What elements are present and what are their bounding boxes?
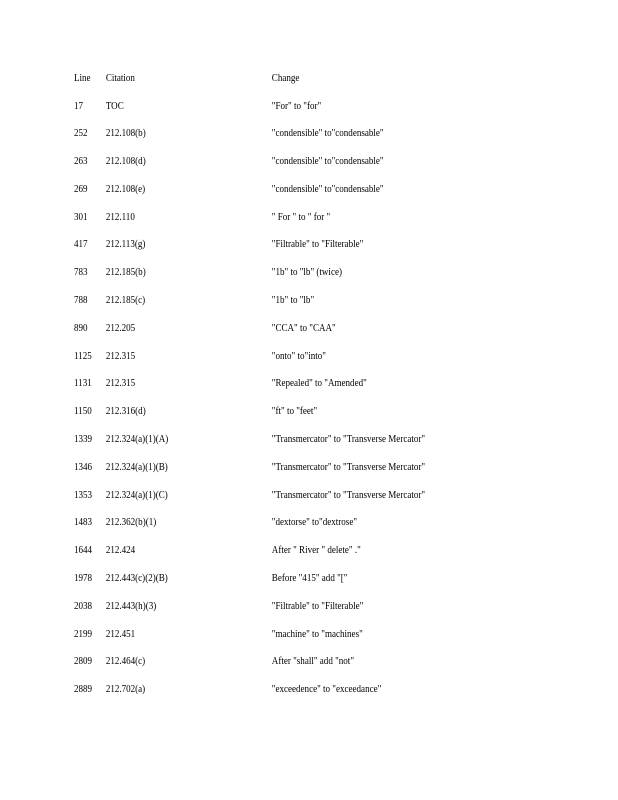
cell-citation: 212.205 bbox=[105, 322, 136, 334]
errata-table bbox=[74, 72, 554, 711]
table-row bbox=[74, 600, 487, 628]
cell-change: "Transmercator" to "Transverse Mercator" bbox=[271, 434, 426, 446]
cell-line: 1353 bbox=[74, 489, 93, 501]
cell-citation: 212.324(a)(1)(C) bbox=[105, 489, 168, 501]
cell-line: 1978 bbox=[74, 573, 93, 585]
table-row bbox=[74, 183, 487, 211]
table-row bbox=[74, 127, 487, 155]
cell-citation: 212.443(h)(3) bbox=[105, 600, 157, 612]
cell-line: 1125 bbox=[74, 350, 92, 362]
cell-line: 2199 bbox=[74, 628, 93, 640]
cell-line: 301 bbox=[74, 211, 88, 223]
cell-line: 1339 bbox=[74, 434, 93, 446]
table-row bbox=[74, 377, 487, 405]
table-row bbox=[74, 628, 487, 656]
cell-line: 417 bbox=[74, 239, 88, 251]
cell-citation: 212.110 bbox=[105, 211, 135, 223]
cell-change: "machine" to "machines" bbox=[271, 628, 363, 640]
cell-change: "Repealed" to "Amended" bbox=[271, 378, 367, 390]
cell-line: 1644 bbox=[74, 545, 93, 557]
table-row bbox=[74, 655, 487, 683]
cell-line: 890 bbox=[74, 322, 88, 334]
table-row bbox=[74, 211, 487, 239]
table-row bbox=[74, 322, 487, 350]
cell-citation: 212.316(d) bbox=[105, 406, 146, 418]
table-body bbox=[74, 100, 554, 712]
cell-line: 1150 bbox=[74, 406, 92, 418]
cell-line: 788 bbox=[74, 295, 88, 307]
cell-line: 263 bbox=[74, 156, 88, 168]
table-row bbox=[74, 683, 487, 711]
cell-citation: 212.324(a)(1)(B) bbox=[105, 461, 168, 473]
table-header bbox=[74, 72, 487, 100]
cell-change: "Filtrable" to "Filterable" bbox=[271, 239, 364, 251]
cell-citation: 212.362(b)(1) bbox=[105, 517, 157, 529]
table-row bbox=[74, 238, 487, 266]
cell-change: "ft" to "feet" bbox=[271, 406, 318, 418]
table-row bbox=[74, 544, 487, 572]
cell-citation: TOC bbox=[105, 100, 124, 112]
cell-line: 1346 bbox=[74, 461, 93, 473]
cell-change: "condensible" to"condensable" bbox=[271, 156, 384, 168]
cell-citation: 212.324(a)(1)(A) bbox=[105, 434, 169, 446]
cell-change: "condensible" to"condensable" bbox=[271, 183, 384, 195]
table-row bbox=[74, 489, 487, 517]
cell-line: 1483 bbox=[74, 517, 93, 529]
column-header-line: Line bbox=[74, 73, 91, 84]
cell-citation: 212.451 bbox=[105, 628, 136, 640]
table-row bbox=[74, 405, 487, 433]
cell-citation: 212.113(g) bbox=[105, 239, 146, 251]
cell-change: "onto" to"into" bbox=[271, 350, 326, 362]
cell-citation: 212.108(d) bbox=[105, 156, 146, 168]
cell-line: 2809 bbox=[74, 656, 93, 668]
table-row bbox=[74, 516, 487, 544]
table-row bbox=[74, 155, 487, 183]
table-row bbox=[74, 350, 487, 378]
table-row bbox=[74, 572, 487, 600]
column-header-change: Change bbox=[271, 73, 300, 84]
cell-change: Before "415" add "[" bbox=[271, 573, 348, 585]
cell-change: After "shall" add "not" bbox=[271, 656, 355, 668]
cell-line: 252 bbox=[74, 128, 88, 140]
cell-citation: 212.315 bbox=[105, 350, 136, 362]
cell-change: "dextorse" to"dextrose" bbox=[271, 517, 358, 529]
cell-change: "Filtrable" to "Filterable" bbox=[271, 600, 364, 612]
cell-citation: 212.464(c) bbox=[105, 656, 146, 668]
table-row bbox=[74, 266, 487, 294]
cell-line: 783 bbox=[74, 267, 88, 279]
cell-citation: 212.185(c) bbox=[105, 295, 146, 307]
table-row bbox=[74, 100, 487, 128]
cell-citation: 212.315 bbox=[105, 378, 136, 390]
cell-change: "For" to "for" bbox=[271, 100, 322, 112]
cell-citation: 212.443(c)(2)(B) bbox=[105, 573, 168, 585]
cell-change: "CCA" to "CAA" bbox=[271, 322, 336, 334]
cell-change: "1b" to "lb" (twice) bbox=[271, 267, 342, 279]
cell-line: 17 bbox=[74, 100, 84, 112]
column-header-citation: Citation bbox=[105, 73, 135, 84]
table-row bbox=[74, 461, 487, 489]
cell-line: 2889 bbox=[74, 684, 93, 696]
cell-line: 2038 bbox=[74, 600, 93, 612]
cell-line: 1131 bbox=[74, 378, 92, 390]
table-row bbox=[74, 294, 487, 322]
cell-citation: 212.108(b) bbox=[105, 128, 146, 140]
cell-change: "Transmercator" to "Transverse Mercator" bbox=[271, 489, 426, 501]
cell-citation: 212.185(b) bbox=[105, 267, 146, 279]
cell-citation: 212.424 bbox=[105, 545, 136, 557]
cell-change: "exceedence" to "exceedance" bbox=[271, 684, 382, 696]
cell-change: "condensible" to"condensable" bbox=[271, 128, 384, 140]
cell-citation: 212.108(e) bbox=[105, 183, 146, 195]
cell-change: After " River " delete" ." bbox=[271, 545, 361, 557]
cell-change: " For " to " for " bbox=[271, 211, 331, 223]
cell-line: 269 bbox=[74, 183, 88, 195]
cell-citation: 212.702(a) bbox=[105, 684, 146, 696]
table-row bbox=[74, 433, 487, 461]
cell-change: "Transmercator" to "Transverse Mercator" bbox=[271, 461, 426, 473]
cell-change: "1b" to "lb" bbox=[271, 295, 315, 307]
